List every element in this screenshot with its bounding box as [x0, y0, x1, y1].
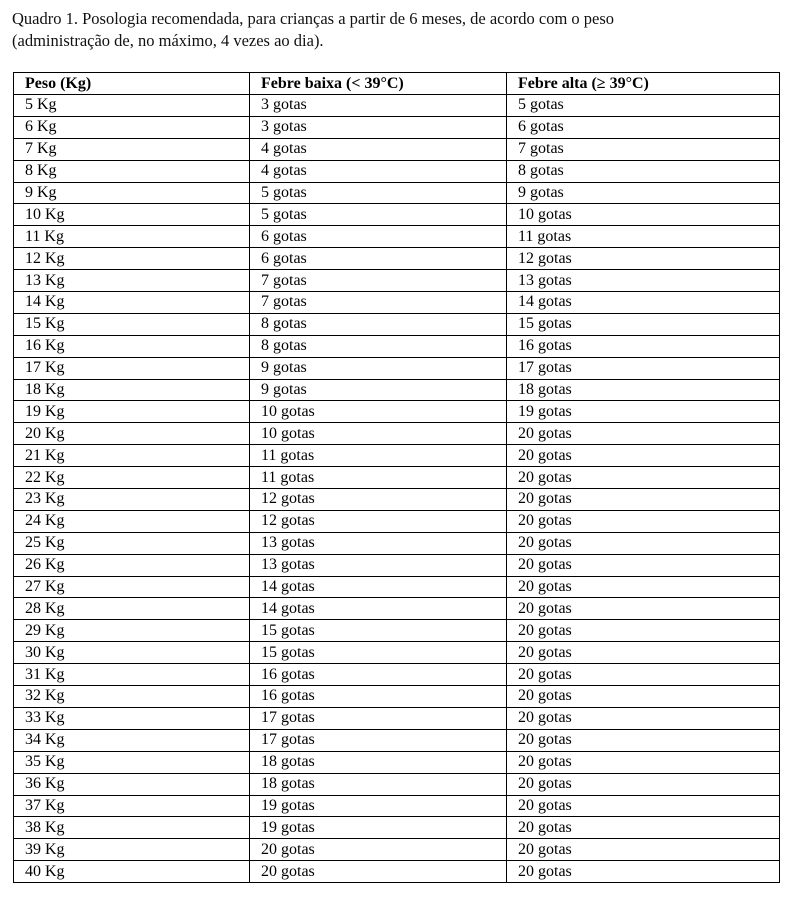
- cell-febre-alta: 5 gotas: [507, 95, 780, 117]
- cell-febre-alta: 20 gotas: [507, 445, 780, 467]
- cell-peso: 33 Kg: [14, 707, 250, 729]
- cell-febre-baixa: 11 gotas: [250, 445, 507, 467]
- table-row: [14, 423, 780, 445]
- cell-peso: 11 Kg: [14, 226, 250, 248]
- cell-febre-baixa: 3 gotas: [250, 116, 507, 138]
- cell-febre-baixa: 10 gotas: [250, 401, 507, 423]
- cell-febre-baixa: 17 gotas: [250, 707, 507, 729]
- cell-febre-baixa: 15 gotas: [250, 642, 507, 664]
- table-row: [14, 379, 780, 401]
- table-caption: [12, 8, 782, 52]
- cell-peso: 30 Kg: [14, 642, 250, 664]
- cell-febre-baixa: 14 gotas: [250, 576, 507, 598]
- cell-peso: 7 Kg: [14, 138, 250, 160]
- cell-peso: 35 Kg: [14, 751, 250, 773]
- cell-peso: 32 Kg: [14, 686, 250, 708]
- cell-febre-baixa: 16 gotas: [250, 664, 507, 686]
- table-row: [14, 554, 780, 576]
- table-row: [14, 642, 780, 664]
- table-header-row: [14, 73, 780, 95]
- cell-febre-alta: 15 gotas: [507, 313, 780, 335]
- cell-febre-alta: 13 gotas: [507, 270, 780, 292]
- cell-peso: 25 Kg: [14, 532, 250, 554]
- cell-peso: 18 Kg: [14, 379, 250, 401]
- table-row: [14, 576, 780, 598]
- table-row: [14, 160, 780, 182]
- table-row: [14, 270, 780, 292]
- cell-febre-alta: 14 gotas: [507, 292, 780, 314]
- cell-febre-baixa: 18 gotas: [250, 751, 507, 773]
- table-row: [14, 751, 780, 773]
- cell-peso: 27 Kg: [14, 576, 250, 598]
- cell-peso: 16 Kg: [14, 335, 250, 357]
- cell-febre-baixa: 20 gotas: [250, 861, 507, 883]
- dosage-table: [13, 72, 780, 883]
- cell-peso: 6 Kg: [14, 116, 250, 138]
- table-row: [14, 795, 780, 817]
- cell-febre-baixa: 17 gotas: [250, 729, 507, 751]
- cell-febre-baixa: 7 gotas: [250, 270, 507, 292]
- cell-febre-alta: 20 gotas: [507, 839, 780, 861]
- header-febre-alta: Febre alta (≥ 39°C): [507, 73, 780, 95]
- cell-febre-baixa: 4 gotas: [250, 138, 507, 160]
- cell-febre-baixa: 19 gotas: [250, 795, 507, 817]
- cell-febre-alta: 8 gotas: [507, 160, 780, 182]
- cell-peso: 14 Kg: [14, 292, 250, 314]
- table-row: [14, 861, 780, 883]
- cell-peso: 5 Kg: [14, 95, 250, 117]
- cell-febre-alta: 17 gotas: [507, 357, 780, 379]
- table-row: [14, 729, 780, 751]
- cell-febre-alta: 11 gotas: [507, 226, 780, 248]
- cell-peso: 12 Kg: [14, 248, 250, 270]
- cell-peso: 37 Kg: [14, 795, 250, 817]
- cell-febre-alta: 20 gotas: [507, 467, 780, 489]
- cell-peso: 21 Kg: [14, 445, 250, 467]
- table-row: [14, 664, 780, 686]
- table-row: [14, 686, 780, 708]
- cell-febre-alta: 20 gotas: [507, 773, 780, 795]
- cell-febre-baixa: 3 gotas: [250, 95, 507, 117]
- cell-peso: 13 Kg: [14, 270, 250, 292]
- cell-febre-baixa: 11 gotas: [250, 467, 507, 489]
- cell-peso: 36 Kg: [14, 773, 250, 795]
- cell-febre-alta: 20 gotas: [507, 686, 780, 708]
- cell-febre-alta: 20 gotas: [507, 751, 780, 773]
- cell-peso: 22 Kg: [14, 467, 250, 489]
- caption-line-1: Quadro 1. Posologia recomendada, para crianças a partir de 6 meses, de acordo com o peso: [12, 9, 615, 28]
- cell-febre-baixa: 8 gotas: [250, 313, 507, 335]
- cell-peso: 28 Kg: [14, 598, 250, 620]
- table-row: [14, 817, 780, 839]
- cell-febre-baixa: 13 gotas: [250, 532, 507, 554]
- cell-febre-alta: 16 gotas: [507, 335, 780, 357]
- table-row: [14, 532, 780, 554]
- cell-febre-baixa: 5 gotas: [250, 182, 507, 204]
- table-row: [14, 598, 780, 620]
- table-row: [14, 248, 780, 270]
- cell-peso: 34 Kg: [14, 729, 250, 751]
- cell-febre-alta: 18 gotas: [507, 379, 780, 401]
- cell-febre-baixa: 12 gotas: [250, 510, 507, 532]
- cell-febre-alta: 20 gotas: [507, 598, 780, 620]
- cell-febre-alta: 20 gotas: [507, 489, 780, 511]
- cell-febre-alta: 20 gotas: [507, 817, 780, 839]
- cell-febre-alta: 12 gotas: [507, 248, 780, 270]
- cell-peso: 17 Kg: [14, 357, 250, 379]
- table-row: [14, 95, 780, 117]
- table-row: [14, 335, 780, 357]
- cell-febre-baixa: 18 gotas: [250, 773, 507, 795]
- table-row: [14, 467, 780, 489]
- table-row: [14, 226, 780, 248]
- cell-febre-alta: 9 gotas: [507, 182, 780, 204]
- cell-peso: 8 Kg: [14, 160, 250, 182]
- cell-febre-alta: 20 gotas: [507, 861, 780, 883]
- cell-febre-baixa: 13 gotas: [250, 554, 507, 576]
- cell-febre-baixa: 16 gotas: [250, 686, 507, 708]
- cell-febre-alta: 20 gotas: [507, 554, 780, 576]
- cell-febre-baixa: 6 gotas: [250, 226, 507, 248]
- cell-febre-baixa: 19 gotas: [250, 817, 507, 839]
- header-febre-baixa: Febre baixa (< 39°C): [250, 73, 507, 95]
- cell-febre-baixa: 8 gotas: [250, 335, 507, 357]
- cell-peso: 23 Kg: [14, 489, 250, 511]
- cell-febre-alta: 19 gotas: [507, 401, 780, 423]
- cell-febre-alta: 20 gotas: [507, 532, 780, 554]
- cell-febre-alta: 20 gotas: [507, 423, 780, 445]
- cell-peso: 26 Kg: [14, 554, 250, 576]
- cell-febre-baixa: 4 gotas: [250, 160, 507, 182]
- cell-peso: 20 Kg: [14, 423, 250, 445]
- cell-febre-alta: 20 gotas: [507, 707, 780, 729]
- table-row: [14, 489, 780, 511]
- table-row: [14, 839, 780, 861]
- cell-peso: 15 Kg: [14, 313, 250, 335]
- table-row: [14, 707, 780, 729]
- cell-febre-baixa: 20 gotas: [250, 839, 507, 861]
- table-row: [14, 445, 780, 467]
- table-row: [14, 138, 780, 160]
- cell-febre-alta: 20 gotas: [507, 576, 780, 598]
- cell-peso: 39 Kg: [14, 839, 250, 861]
- cell-febre-baixa: 9 gotas: [250, 379, 507, 401]
- table-row: [14, 182, 780, 204]
- cell-peso: 19 Kg: [14, 401, 250, 423]
- table-body: [14, 95, 780, 883]
- header-peso: Peso (Kg): [14, 73, 250, 95]
- cell-febre-alta: 6 gotas: [507, 116, 780, 138]
- cell-febre-baixa: 7 gotas: [250, 292, 507, 314]
- cell-febre-baixa: 14 gotas: [250, 598, 507, 620]
- cell-peso: 24 Kg: [14, 510, 250, 532]
- cell-febre-baixa: 5 gotas: [250, 204, 507, 226]
- table-row: [14, 292, 780, 314]
- cell-peso: 9 Kg: [14, 182, 250, 204]
- cell-febre-baixa: 15 gotas: [250, 620, 507, 642]
- table-row: [14, 116, 780, 138]
- cell-febre-alta: 20 gotas: [507, 795, 780, 817]
- cell-febre-alta: 20 gotas: [507, 620, 780, 642]
- cell-febre-alta: 20 gotas: [507, 664, 780, 686]
- table-row: [14, 313, 780, 335]
- cell-febre-alta: 20 gotas: [507, 642, 780, 664]
- table-row: [14, 204, 780, 226]
- cell-febre-baixa: 10 gotas: [250, 423, 507, 445]
- cell-peso: 40 Kg: [14, 861, 250, 883]
- cell-peso: 29 Kg: [14, 620, 250, 642]
- cell-febre-alta: 10 gotas: [507, 204, 780, 226]
- cell-febre-alta: 20 gotas: [507, 510, 780, 532]
- table-row: [14, 357, 780, 379]
- cell-febre-baixa: 9 gotas: [250, 357, 507, 379]
- cell-febre-baixa: 6 gotas: [250, 248, 507, 270]
- caption-line-2: (administração de, no máximo, 4 vezes ao dia).: [12, 31, 324, 50]
- table-row: [14, 620, 780, 642]
- table-row: [14, 510, 780, 532]
- cell-peso: 10 Kg: [14, 204, 250, 226]
- table-row: [14, 401, 780, 423]
- cell-febre-alta: 20 gotas: [507, 729, 780, 751]
- table-row: [14, 773, 780, 795]
- cell-febre-alta: 7 gotas: [507, 138, 780, 160]
- cell-peso: 38 Kg: [14, 817, 250, 839]
- cell-febre-baixa: 12 gotas: [250, 489, 507, 511]
- cell-peso: 31 Kg: [14, 664, 250, 686]
